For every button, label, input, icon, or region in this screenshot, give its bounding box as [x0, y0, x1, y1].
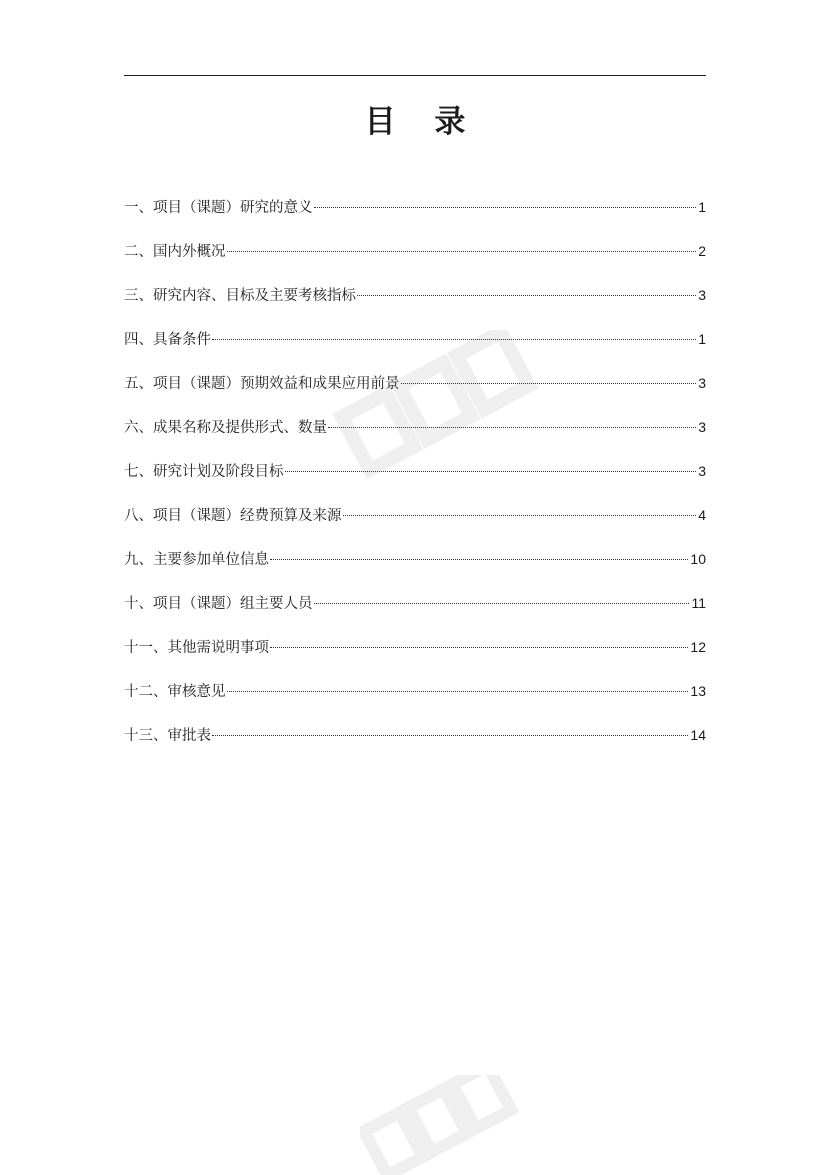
toc-entry-page: 10 [690, 551, 706, 567]
toc-entry-label: 十二、审核意见 [124, 684, 226, 700]
toc-entry[interactable] [124, 327, 706, 371]
dot-leader [285, 471, 697, 472]
toc-entry-label: 十一、其他需说明事项 [124, 640, 269, 656]
toc-entry-page: 13 [690, 683, 706, 699]
dot-leader [314, 603, 690, 604]
toc-entry[interactable] [124, 635, 706, 679]
toc-entry-label: 十三、审批表 [124, 728, 211, 744]
toc-entry[interactable] [124, 459, 706, 503]
toc-entry-page: 3 [698, 419, 706, 435]
toc-entry-label: 五、项目（课题）预期效益和成果应用前景 [124, 376, 400, 392]
toc-entry-page: 11 [691, 595, 706, 611]
dot-leader [328, 427, 696, 428]
toc-entry-label: 二、国内外概况 [124, 244, 226, 260]
toc-entry-label: 三、研究内容、目标及主要考核指标 [124, 288, 356, 304]
toc-entry-label: 七、研究计划及阶段目标 [124, 464, 284, 480]
toc-entry-page: 1 [698, 331, 706, 347]
toc-entry[interactable] [124, 503, 706, 547]
dot-leader [227, 251, 697, 252]
dot-leader [343, 515, 697, 516]
toc-entry[interactable] [124, 591, 706, 635]
dot-leader [227, 691, 689, 692]
toc-entry-page: 3 [698, 463, 706, 479]
toc-entry-page: 12 [690, 639, 706, 655]
dot-leader [401, 383, 697, 384]
toc-entry[interactable] [124, 371, 706, 415]
toc-entry-label: 四、具备条件 [124, 332, 211, 348]
toc-list [124, 195, 706, 767]
toc-entry[interactable] [124, 195, 706, 239]
dot-leader [270, 647, 688, 648]
toc-entry-label: 六、成果名称及提供形式、数量 [124, 420, 327, 436]
watermark-logo-bottom [360, 1075, 520, 1175]
toc-entry-page: 3 [698, 287, 706, 303]
toc-entry-label: 十、项目（课题）组主要人员 [124, 596, 313, 612]
dot-leader [212, 735, 688, 736]
toc-entry-page: 1 [698, 199, 706, 215]
header-rule [124, 75, 706, 76]
toc-entry[interactable] [124, 679, 706, 723]
toc-title: 目 录 [364, 104, 480, 140]
toc-entry-page: 3 [698, 375, 706, 391]
dot-leader [314, 207, 697, 208]
dot-leader [270, 559, 688, 560]
toc-entry-label: 八、项目（课题）经费预算及来源 [124, 508, 342, 524]
toc-entry[interactable] [124, 283, 706, 327]
toc-entry-page: 4 [698, 507, 706, 523]
toc-entry[interactable] [124, 547, 706, 591]
toc-entry[interactable] [124, 723, 706, 767]
toc-entry[interactable] [124, 239, 706, 283]
toc-entry-label: 九、主要参加单位信息 [124, 552, 269, 568]
toc-entry-page: 2 [698, 243, 706, 259]
dot-leader [357, 295, 696, 296]
toc-entry-label: 一、项目（课题）研究的意义 [124, 200, 313, 216]
toc-entry[interactable] [124, 415, 706, 459]
dot-leader [212, 339, 696, 340]
toc-entry-page: 14 [690, 727, 706, 743]
